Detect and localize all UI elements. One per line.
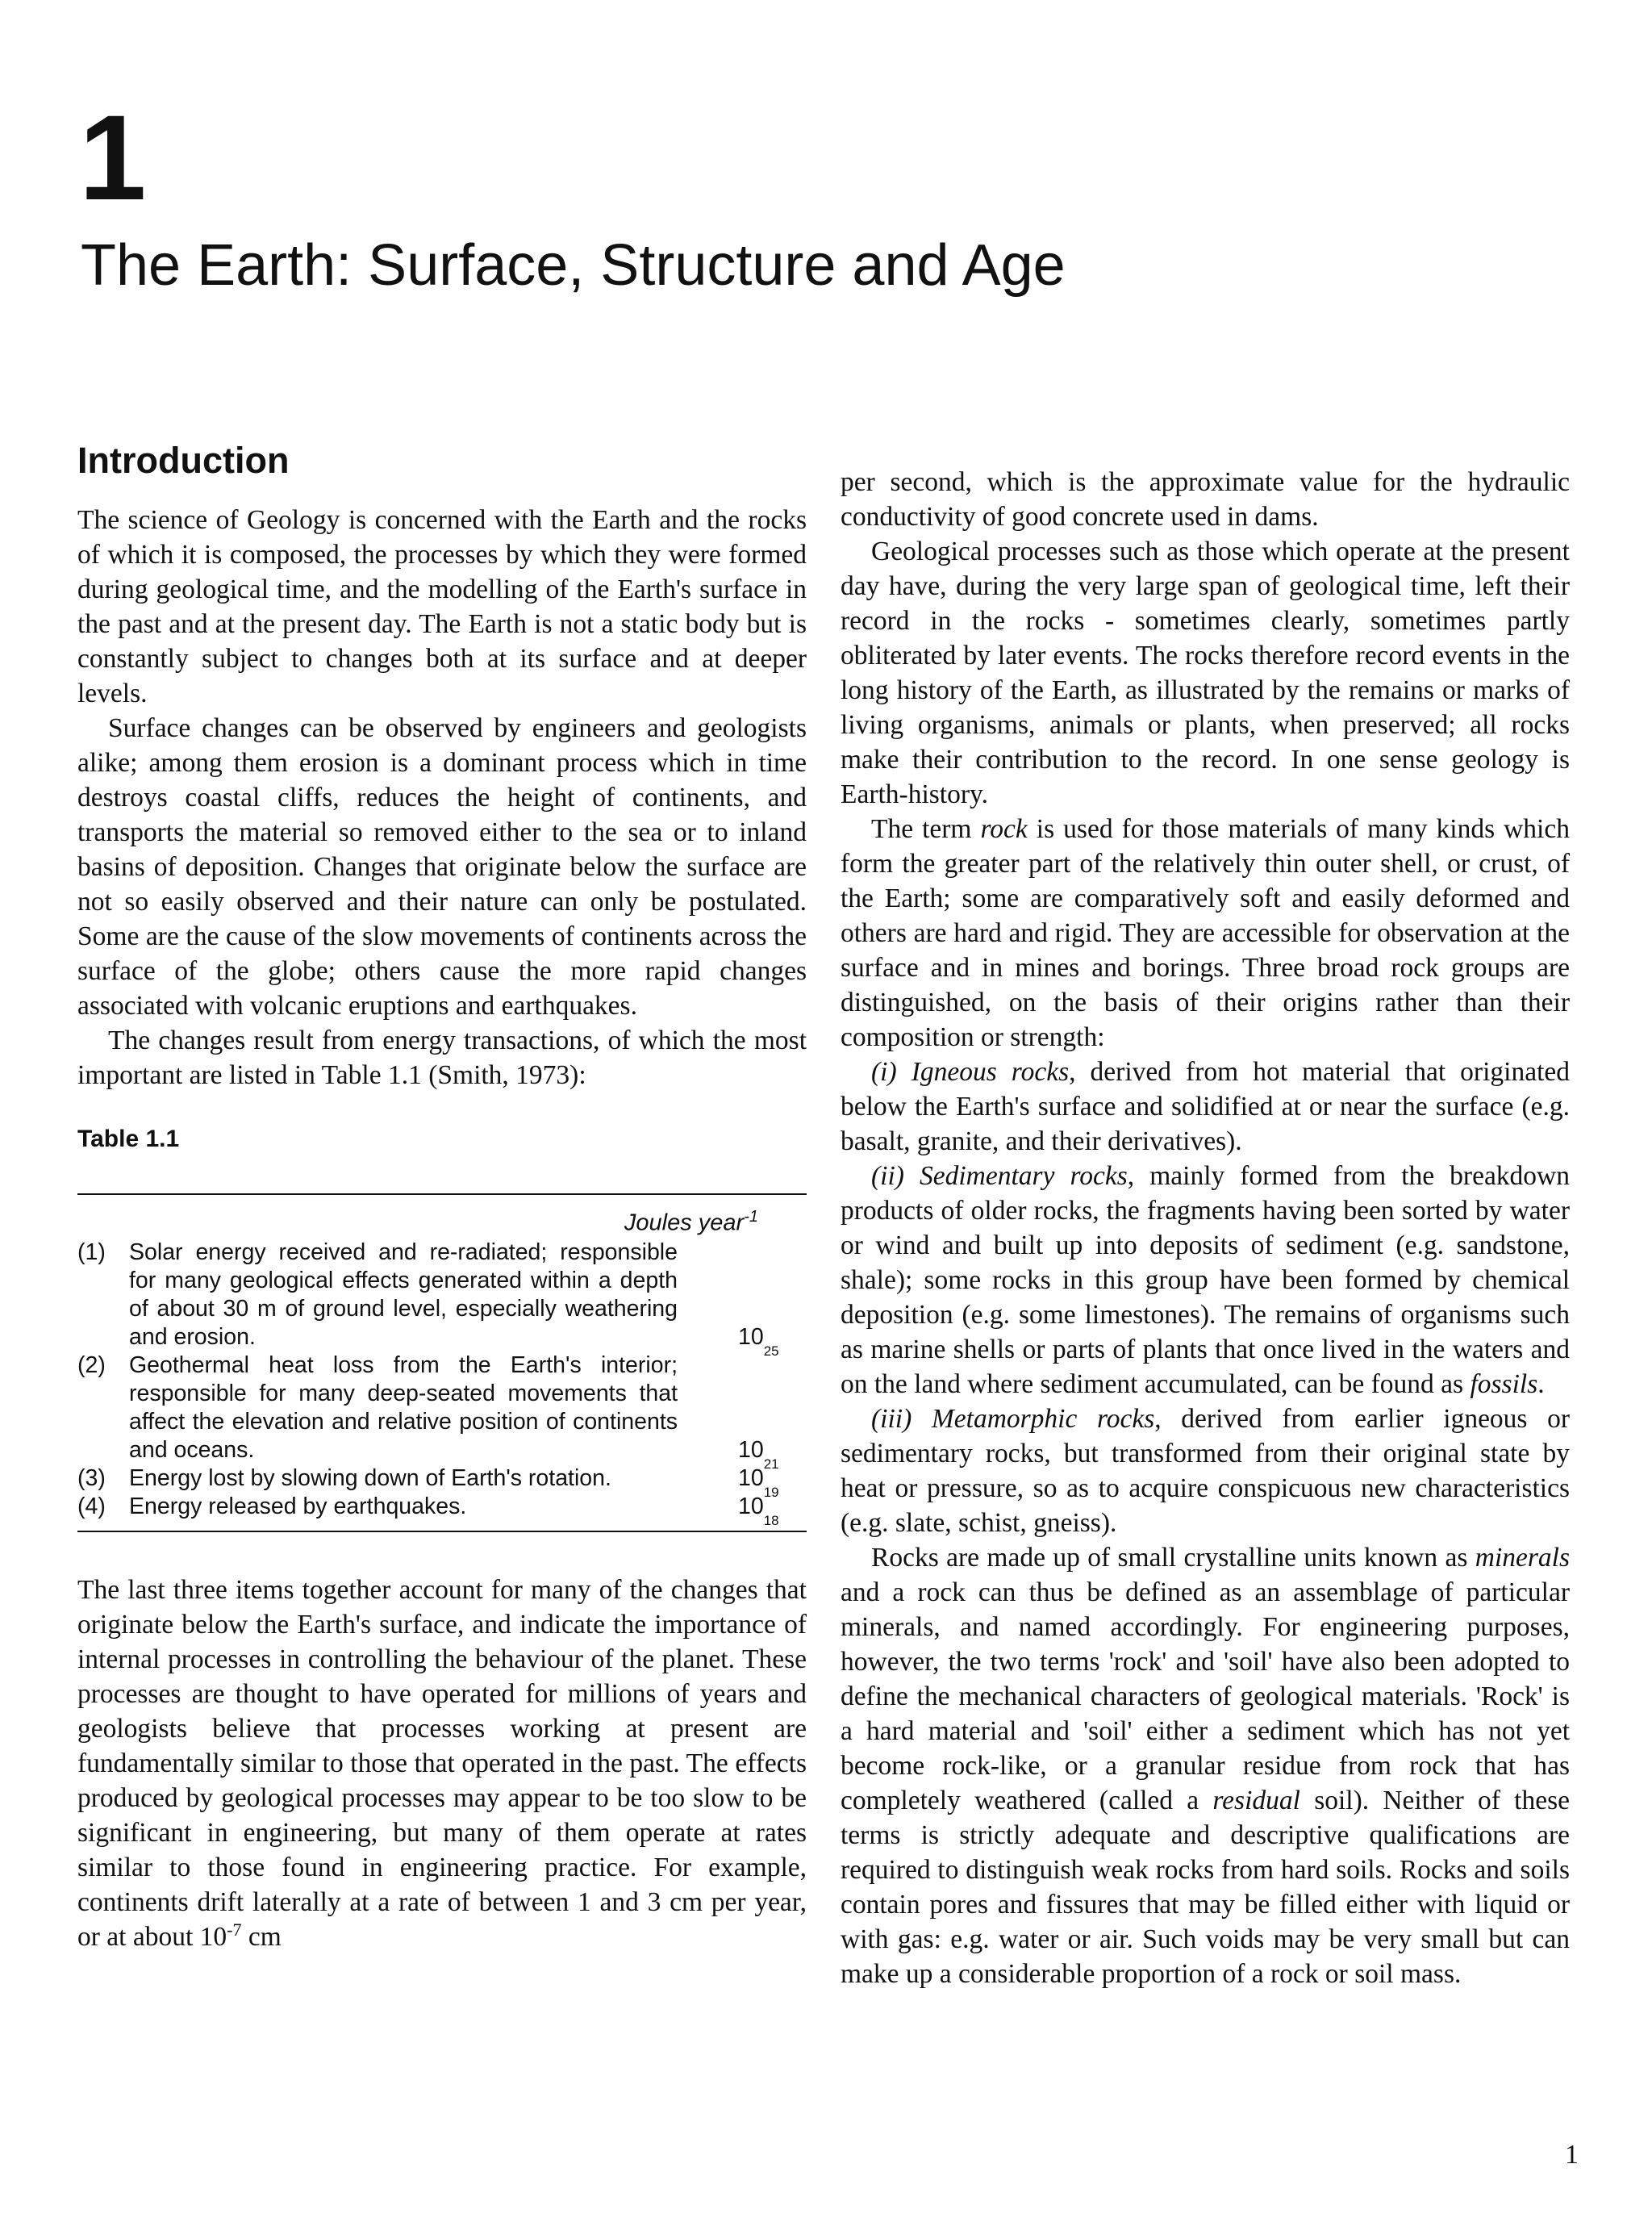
paragraph: The last three items together account for many of the changes that originate below the Earth's surface, and indicate the importance of internal processes in controlling the behaviour of the planet. These processes are thought to have operated for millions of years and geologists believe that processes working at present are fundamentally similar to those that operated in the past. The effects produced by geological processes may appear to be too slow to be significant in engineering, but many of them operate at rates similar to those found in engineering practice. For example, continents drift laterally at a rate of between 1 and 3 cm per year, or at about $10^{-7}$ cm [77,1574,807,1952]
row-description: Energy lost by slowing down of Earth's rotation. [129,1464,611,1491]
row-value: 10 21 [738,1436,779,1472]
chapter-number: 1 [79,90,147,225]
paragraph: Rocks are made up of small crystalline units known as minerals and a rock can thus be defined as an assemblage of particular minerals, and named accordingly. For engineering purposes, however, the two terms 'rock' and 'soil' have also been adopted to define the mechanical characters of geological materials. 'Rock' is a hard material and 'soil' either a sediment which has not yet become rock-like, or a granular residue from rock that has completely weathered (called a residual soil). Neither of these terms is strictly adequate and descriptive qualifications are required to distinguish weak rocks from hard soils. Rocks and soils contain pores and fissures that may be filled either with liquid or with gas: e.g. water or air. Such voids may be very small but can make up a considerable proportion of a rock or soil mass. [841,1543,1571,1989]
paragraph: Surface changes can be observed by engineers and geologists alike; among them erosion is a dominant process which in time destroys coastal cliffs, reduces the height of continents, and transports the material so removed either to the sea or to inland basins of deposition. Changes that originate below the surface are not so easily observed and their nature can only be postulated. Some are the cause of the slow movements of continents across the surface of the globe; others cause the more rapid changes associated with volcanic eruptions and earthquakes. [77,713,807,1021]
paragraph: The science of Geology is concerned with the Earth and the rocks of which it is composed, the processes by which they were formed during geological time, and the modelling of the Earth's surface in the past and at the present day. The Earth is not a static body but is constantly subject to changes both at its surface and at deeper levels. [77,505,807,708]
paragraph: per second, which is the approximate value for the hydraulic conductivity of good concrete used in dams. [841,467,1570,532]
row-value: 10 19 [738,1464,779,1500]
table-row [77,1493,807,1528]
row-description: Energy released by earthquakes. [129,1493,467,1519]
paragraph-igneous: (i) Igneous rocks, derived from hot material that originated below the Earth's surface and solidified at or near the surface (e.g. basalt, granite, and their derivatives). [841,1057,1570,1156]
table-unit-header: Joules year$^{-1}$ [624,1208,758,1236]
table-caption: Table 1.1 [77,1126,180,1152]
row-value: 10 18 [738,1493,779,1528]
table-row [77,1464,807,1500]
row-number: (2) [77,1351,106,1378]
paragraph-metamorphic: (iii) Metamorphic rocks, derived from earlier igneous or sedimentary rocks, but transformed from their original state by heat or pressure, so as to acquire conspicuous new characteristics (e.g. slate, schist, gneiss). [841,1404,1570,1538]
paragraph-sedimentary: (ii) Sedimentary rocks, mainly formed from the breakdown products of older rocks, the fragments having been sorted by water or wind and built up into deposits of sediment (e.g. sandstone, shale); some rocks in this group have been formed by chemical deposition (e.g. some limestones). The remains of organisms such as marine shells or parts of plants that once lived in the waters and on the land where sediment accumulated, can be found as fossils. [841,1161,1570,1399]
chapter-title: The Earth: Surface, Structure and Age [81,233,1066,298]
paragraph: The term rock is used for those materials of many kinds which form the greater part of the relatively thin outer shell, or crust, of the Earth; some are comparatively soft and easily deformed and others are hard and rigid. They are accessible for observation at the surface and in mines and borings. Three broad rock groups are distinguished, on the basis of their origins rather than their composition or strength: [841,814,1570,1052]
right-column [841,465,1570,1991]
left-column [77,442,807,1954]
paragraph: Geological processes such as those which operate at the present day have, during the very large span of geological time, left their record in the rocks - sometimes clearly, sometimes partly obliterated by later events. The rocks therefore record events in the long history of the Earth, as illustrated by the remains or marks of living organisms, animals or plants, when preserved; all rocks make their contribution to the record. In one sense geology is Earth-history. [841,537,1570,809]
energy-table [77,1193,807,1532]
section-heading: Introduction [77,440,290,481]
paragraph: The changes result from energy transactions, of which the most important are listed in Table 1.1 (Smith, 1973): [77,1026,807,1090]
row-description: Solar energy received and re-radiated; responsible for many geological effects generated within a depth of about 30 m of ground level, especially weathering and erosion. [129,1239,678,1350]
row-value: 10 25 [738,1323,779,1359]
row-number: (4) [77,1493,106,1519]
row-number: (3) [77,1464,106,1491]
row-number: (1) [77,1239,106,1265]
page-number: 1 [1565,2140,1579,2170]
table-row [77,1351,807,1472]
table-row [77,1239,807,1359]
row-description: Geothermal heat loss from the Earth's interior; responsible for many deep-seated movements that affect the elevation and relative position of continents and oceans. [129,1351,678,1463]
